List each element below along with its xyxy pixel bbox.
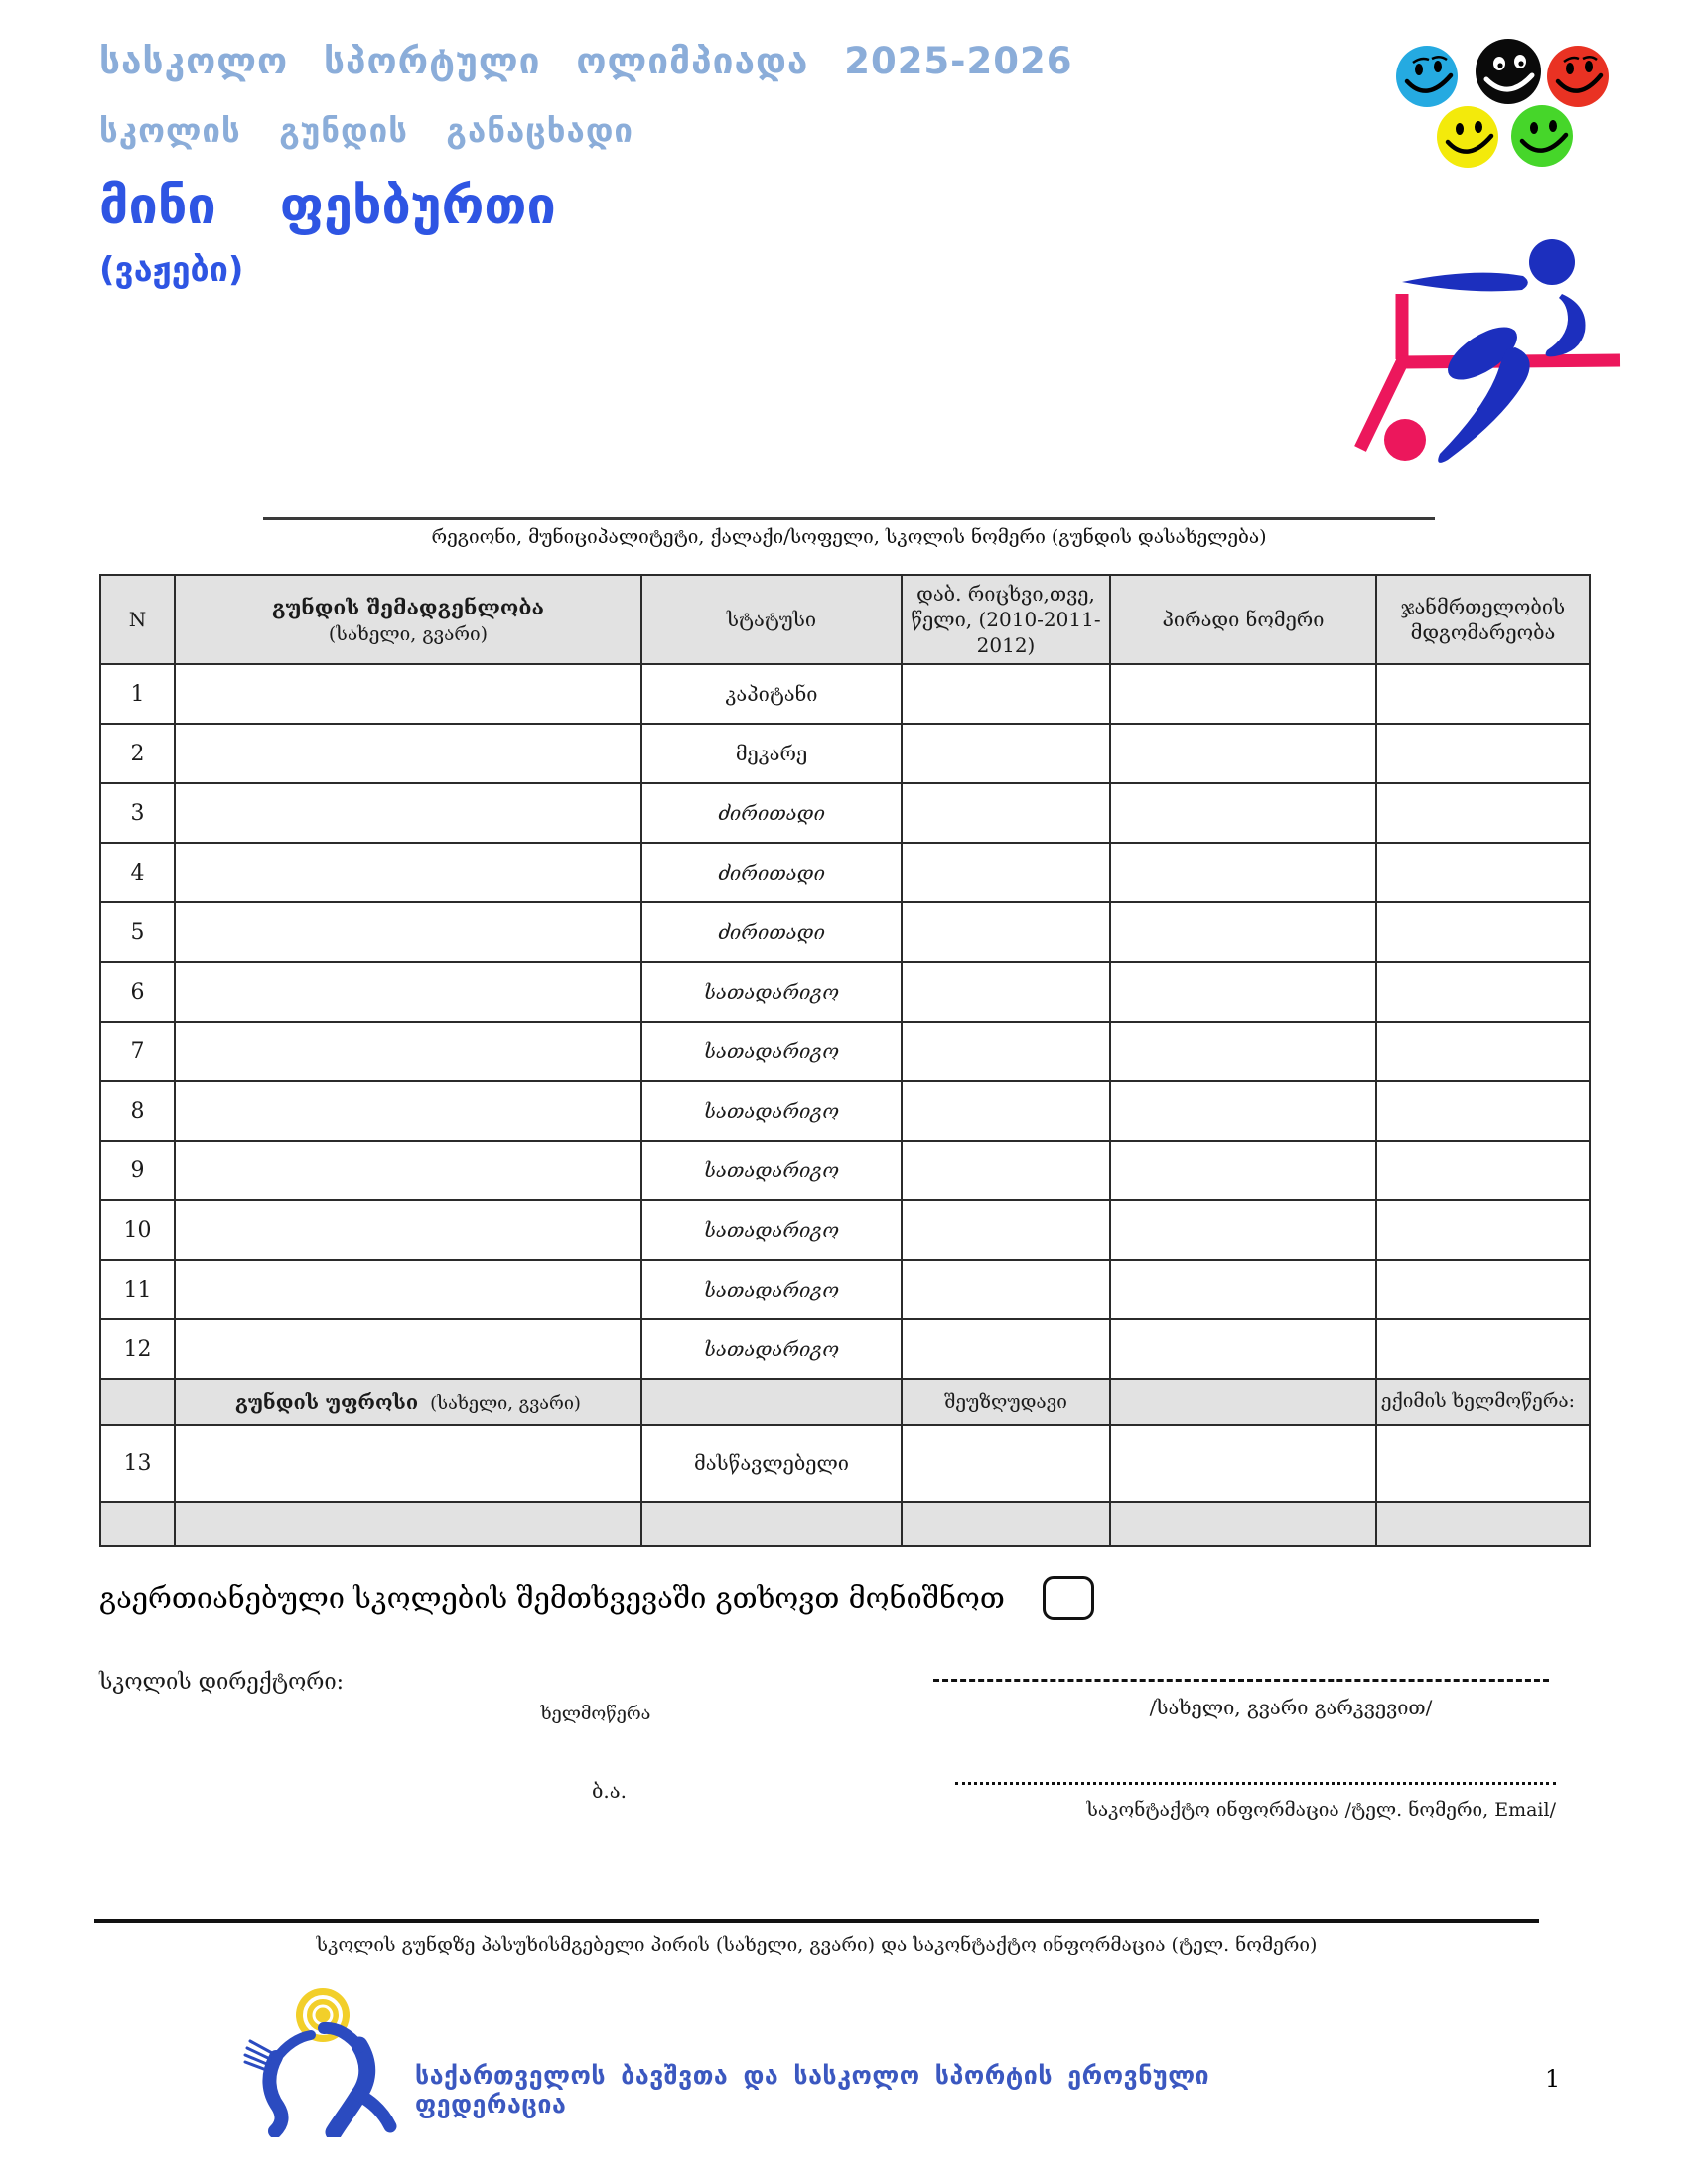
health-cell bbox=[1376, 1319, 1590, 1379]
dob-cell bbox=[902, 1319, 1110, 1379]
personal-number-cell bbox=[1110, 1200, 1376, 1260]
status-cell: მეკარე bbox=[641, 724, 902, 783]
personal-number-cell bbox=[1110, 1141, 1376, 1200]
row-number: 8 bbox=[100, 1081, 175, 1141]
status-cell: სათადარიგო bbox=[641, 1141, 902, 1200]
col-header-personal-number: პირადი ნომერი bbox=[1110, 575, 1376, 664]
federation-logo-icon bbox=[220, 1983, 434, 2137]
olympic-smileys-icon bbox=[1375, 30, 1614, 174]
director-name-line bbox=[933, 1664, 1549, 1682]
player-name-cell bbox=[175, 962, 641, 1022]
table-row bbox=[100, 724, 1590, 783]
col-header-team bbox=[175, 575, 641, 664]
empty-cell bbox=[100, 1502, 175, 1546]
empty-bottom-row bbox=[100, 1502, 1590, 1546]
empty-cell bbox=[1110, 1502, 1376, 1546]
sport-title: მინი ფეხბურთი bbox=[99, 177, 556, 236]
health-cell bbox=[1376, 1425, 1590, 1502]
row-number: 11 bbox=[100, 1260, 175, 1319]
status-cell: სათადარიგო bbox=[641, 1081, 902, 1141]
health-cell bbox=[1376, 1022, 1590, 1081]
col-header-team-main: გუნდის შემადგენლობა bbox=[272, 594, 544, 619]
empty-cell bbox=[175, 1502, 641, 1546]
coach-label: გუნდის უფროსი bbox=[235, 1390, 419, 1414]
empty-cell bbox=[1110, 1379, 1376, 1425]
player-name-cell bbox=[175, 783, 641, 843]
signature-label: ხელმოწერა bbox=[540, 1704, 651, 1724]
dob-cell bbox=[902, 664, 1110, 724]
empty-cell bbox=[641, 1502, 902, 1546]
dob-cell bbox=[902, 1425, 1110, 1502]
col-header-dob: დაბ. რიცხვი,თვე, წელი, (2010-2011-2012) bbox=[902, 575, 1110, 664]
row-number: 13 bbox=[100, 1425, 175, 1502]
personal-number-cell bbox=[1110, 783, 1376, 843]
dob-cell bbox=[902, 962, 1110, 1022]
health-cell bbox=[1376, 843, 1590, 902]
personal-number-cell bbox=[1110, 902, 1376, 962]
coach-label-cell bbox=[175, 1379, 641, 1425]
dob-cell bbox=[902, 1022, 1110, 1081]
status-cell: სათადარიგო bbox=[641, 1022, 902, 1081]
player-name-cell bbox=[175, 1319, 641, 1379]
row-number: 10 bbox=[100, 1200, 175, 1260]
name-hint: /სახელი, გვარი გარკვევით/ bbox=[1149, 1696, 1433, 1719]
dob-cell bbox=[902, 1081, 1110, 1141]
status-cell: ძირითადი bbox=[641, 783, 902, 843]
table-row bbox=[100, 783, 1590, 843]
row-number: 4 bbox=[100, 843, 175, 902]
responsible-caption: სკოლის გუნდზე პასუხისმგებელი პირის (სახელი, გვარი) და საკონტაქტო ინფორმაცია (ტელ. ნომერი) bbox=[316, 1934, 1318, 1956]
status-cell: სათადარიგო bbox=[641, 1200, 902, 1260]
table-row bbox=[100, 902, 1590, 962]
empty-cell bbox=[100, 1379, 175, 1425]
table-row bbox=[100, 1319, 1590, 1379]
dob-cell bbox=[902, 1200, 1110, 1260]
merged-schools-checkbox[interactable] bbox=[1043, 1576, 1094, 1620]
table-row bbox=[100, 1081, 1590, 1141]
table-row bbox=[100, 1200, 1590, 1260]
player-name-cell bbox=[175, 1022, 641, 1081]
personal-number-cell bbox=[1110, 724, 1376, 783]
empty-cell bbox=[641, 1379, 902, 1425]
player-name-cell bbox=[175, 902, 641, 962]
mini-football-pictogram-icon bbox=[1321, 210, 1638, 478]
merged-schools-note: გაერთიანებული სკოლების შემთხვევაში გთხოვთ მონიშნოთ bbox=[99, 1581, 1005, 1615]
coach-dob-cell: შეუზღუდავი bbox=[902, 1379, 1110, 1425]
sport-gender-subtitle: (ვაჟები) bbox=[99, 250, 244, 290]
doctor-signature-cell: ექიმის ხელმოწერა: bbox=[1376, 1379, 1590, 1425]
dob-cell bbox=[902, 783, 1110, 843]
table-row bbox=[100, 1260, 1590, 1319]
page-number: 1 bbox=[1545, 2065, 1561, 2093]
health-cell bbox=[1376, 664, 1590, 724]
row-number: 9 bbox=[100, 1141, 175, 1200]
federation-name: საქართველოს ბავშვთა და სასკოლო სპორტის ეროვნული ფედერაცია bbox=[415, 2061, 1210, 2118]
personal-number-cell bbox=[1110, 1319, 1376, 1379]
personal-number-cell bbox=[1110, 664, 1376, 724]
personal-number-cell bbox=[1110, 1425, 1376, 1502]
health-cell bbox=[1376, 1260, 1590, 1319]
row-number: 5 bbox=[100, 902, 175, 962]
dob-cell bbox=[902, 843, 1110, 902]
status-cell: სათადარიგო bbox=[641, 1319, 902, 1379]
row-number: 2 bbox=[100, 724, 175, 783]
dob-cell bbox=[902, 902, 1110, 962]
player-name-cell bbox=[175, 664, 641, 724]
roster-table bbox=[99, 574, 1591, 1547]
row-number: 7 bbox=[100, 1022, 175, 1081]
contact-hint: საკონტაქტო ინფორმაცია /ტელ. ნომერი, Email/ bbox=[1086, 1799, 1556, 1821]
personal-number-cell bbox=[1110, 1022, 1376, 1081]
personal-number-cell bbox=[1110, 843, 1376, 902]
health-cell bbox=[1376, 902, 1590, 962]
personal-number-cell bbox=[1110, 1081, 1376, 1141]
player-name-cell bbox=[175, 1260, 641, 1319]
status-cell: სათადარიგო bbox=[641, 1260, 902, 1319]
empty-cell bbox=[1376, 1502, 1590, 1546]
health-cell bbox=[1376, 962, 1590, 1022]
row-number: 1 bbox=[100, 664, 175, 724]
col-header-team-sub: (სახელი, გვარი) bbox=[328, 622, 489, 645]
health-cell bbox=[1376, 1081, 1590, 1141]
col-header-n: N bbox=[100, 575, 175, 664]
table-row bbox=[100, 1022, 1590, 1081]
personal-number-cell bbox=[1110, 962, 1376, 1022]
table-row bbox=[100, 664, 1590, 724]
table-header-row bbox=[100, 575, 1590, 664]
personal-number-cell bbox=[1110, 1260, 1376, 1319]
health-cell bbox=[1376, 724, 1590, 783]
dob-cell bbox=[902, 1141, 1110, 1200]
teacher-name-cell bbox=[175, 1425, 641, 1502]
row-number: 12 bbox=[100, 1319, 175, 1379]
coach-header-row bbox=[100, 1379, 1590, 1425]
player-name-cell bbox=[175, 843, 641, 902]
row-number: 3 bbox=[100, 783, 175, 843]
player-name-cell bbox=[175, 724, 641, 783]
status-cell: მასწავლებელი bbox=[641, 1425, 902, 1502]
contact-line bbox=[955, 1769, 1556, 1785]
col-header-health: ჯანმრთელობის მდგომარეობა bbox=[1376, 575, 1590, 664]
region-caption: რეგიონი, მუნიციპალიტეტი, ქალაქი/სოფელი, სკოლის ნომერი (გუნდის დასახელება) bbox=[431, 526, 1267, 548]
seal-label: ბ.ა. bbox=[592, 1779, 627, 1803]
health-cell bbox=[1376, 1200, 1590, 1260]
table-row bbox=[100, 1141, 1590, 1200]
coach-label-sub: (სახელი, გვარი) bbox=[430, 1393, 581, 1414]
player-name-cell bbox=[175, 1141, 641, 1200]
empty-cell bbox=[902, 1502, 1110, 1546]
merged-schools-row bbox=[99, 1576, 1094, 1620]
region-underline bbox=[263, 508, 1435, 520]
status-cell: სათადარიგო bbox=[641, 962, 902, 1022]
status-cell: კაპიტანი bbox=[641, 664, 902, 724]
dob-cell bbox=[902, 724, 1110, 783]
player-name-cell bbox=[175, 1081, 641, 1141]
olympiad-title: სასკოლო სპორტული ოლიმპიადა 2025-2026 bbox=[99, 40, 1073, 82]
teacher-row bbox=[100, 1425, 1590, 1502]
player-name-cell bbox=[175, 1200, 641, 1260]
form-subtitle: სკოლის გუნდის განაცხადი bbox=[99, 111, 633, 150]
responsible-underline bbox=[94, 1919, 1539, 1923]
dob-cell bbox=[902, 1260, 1110, 1319]
status-cell: ძირითადი bbox=[641, 843, 902, 902]
health-cell bbox=[1376, 783, 1590, 843]
director-label: სკოლის დირექტორი: bbox=[99, 1670, 345, 1695]
health-cell bbox=[1376, 1141, 1590, 1200]
status-cell: ძირითადი bbox=[641, 902, 902, 962]
table-row bbox=[100, 843, 1590, 902]
col-header-status: სტატუსი bbox=[641, 575, 902, 664]
table-row bbox=[100, 962, 1590, 1022]
row-number: 6 bbox=[100, 962, 175, 1022]
